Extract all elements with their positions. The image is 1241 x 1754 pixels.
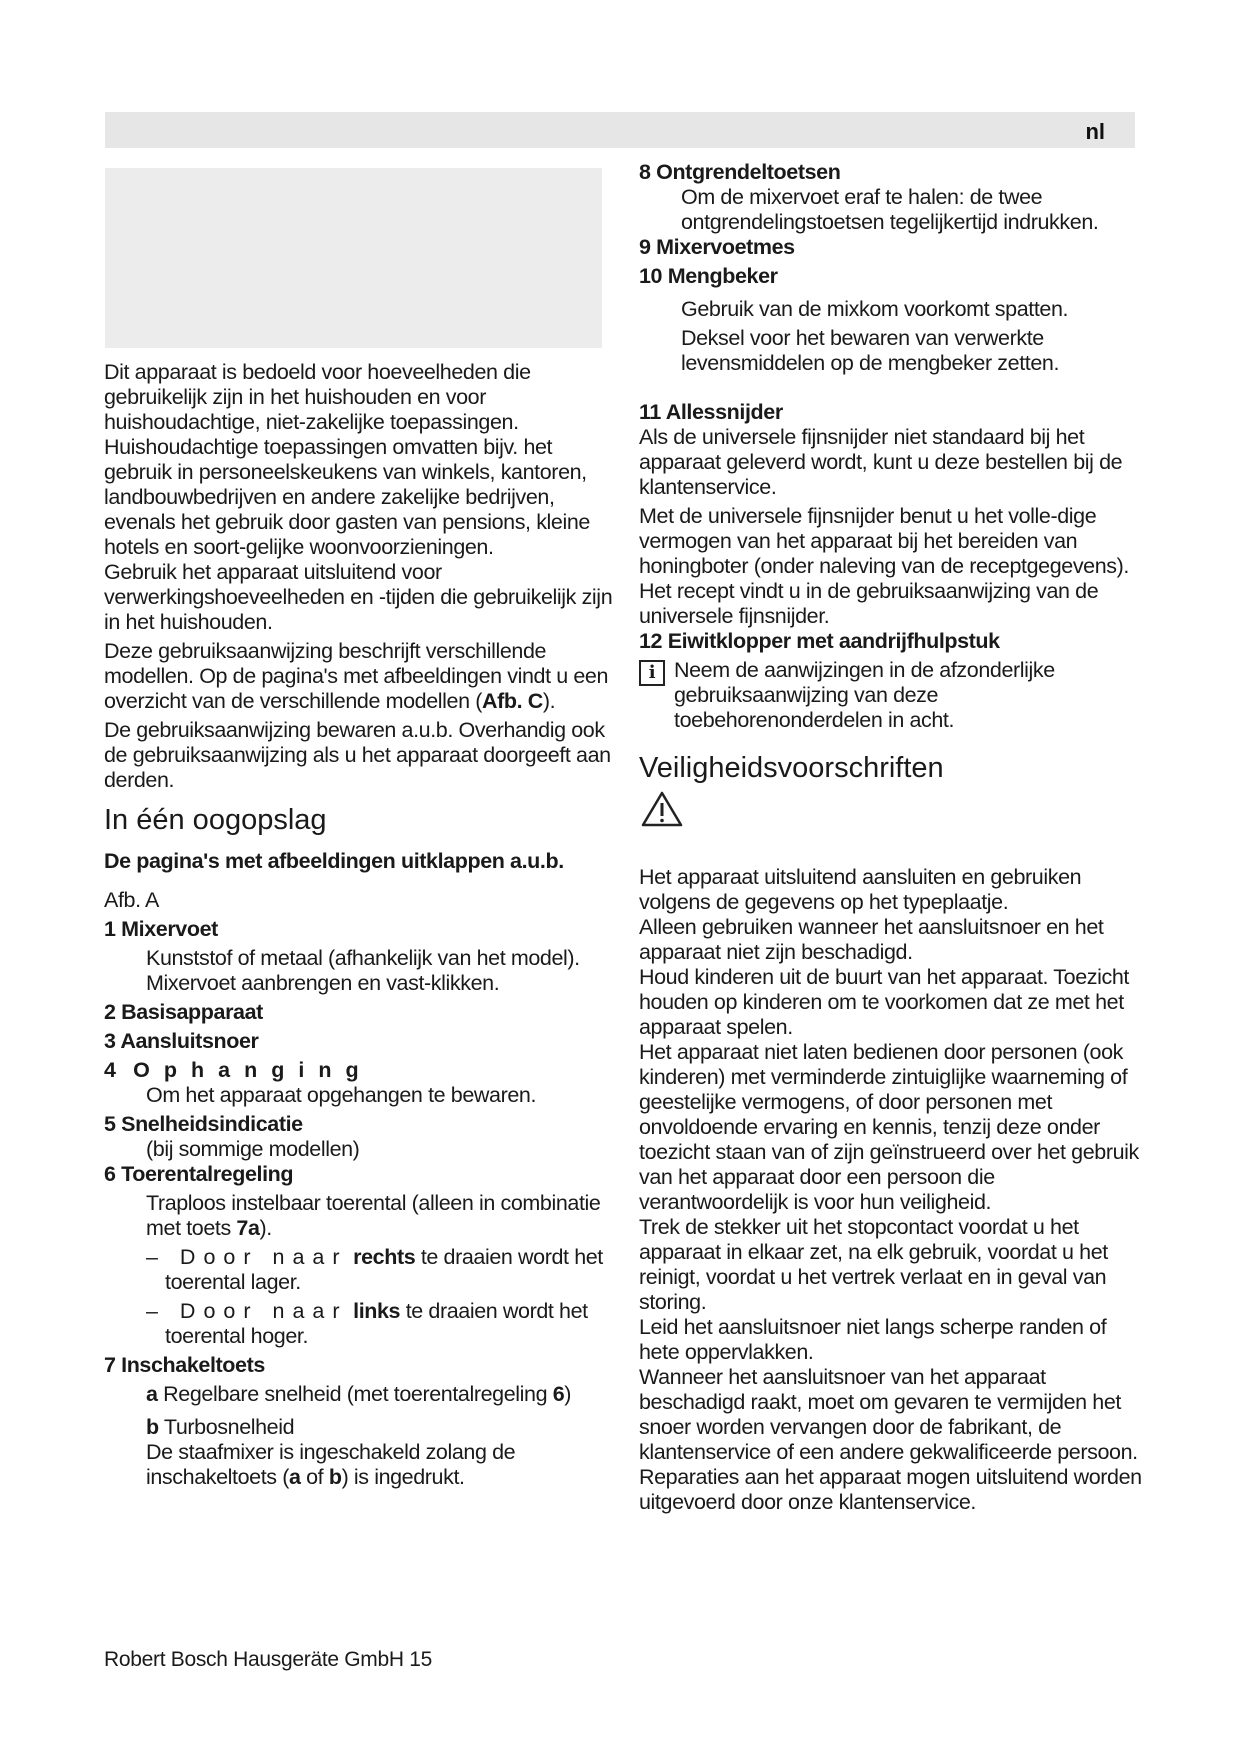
info-text: Neem de aanwijzingen in de afzonderlijke gebruiksaanwijzing van deze toebehorenonderdelen in acht. [674,658,1055,732]
intro-paragraph: Dit apparaat is bedoeld voor hoeveelheden die gebruikelijk zijn in het huishouden en voor huishoudachtige, niet-zakelijke toepassingen. Huishoudachtige toepassingen omvatten bijv. het gebruik in personeelskeukens van winkels, kantoren, landbouwbedrijven en andere zakelijke bedrijven, evenals het gebruik door gasten van pensions, kleine hotels en soort-gelijke woonvoorzieningen. [104,360,590,559]
item-text: Als de universele fijnsnijder niet standaard bij het apparaat geleverd wordt, kunt u deze bestellen bij de klantenservice. [639,425,1123,499]
item-title: 2 Basisapparaat [104,1000,263,1024]
item-text: Om het apparaat opgehangen te bewaren. [146,1083,537,1107]
figure-reference: Afb. C [481,689,543,713]
item-title: 5 Snelheidsindicatie [104,1112,303,1136]
footer: Robert Bosch Hausgeräte GmbH 15 [104,1648,433,1671]
item-title: 1 Mixervoet [104,917,218,941]
item-text: Deksel voor het bewaren van verwerkte levensmiddelen op de mengbeker zetten. [681,326,1060,375]
item-text: Traploos instelbaar toerental (alleen in combinatie met toets 7a). [146,1191,601,1240]
item-text: Met de universele fijnsnijder benut u het volle-dige vermogen van het apparaat bij het bereiden van honingboter (onder naleving van de receptgegevens). Het recept vindt u in de gebruiksaanwijzing van de universele fijnsnijder. [639,504,1129,628]
item-title: 3 Aansluitsnoer [104,1029,259,1053]
safety-paragraph: Houd kinderen uit de buurt van het apparaat. Toezicht houden op kinderen om te voorkomen dat ze met het apparaat spelen. [639,965,1129,1039]
item-title: 4 Ophanging [104,1058,373,1082]
dash-item: – Door naar rechts te draaien wordt het toerental lager. [146,1245,603,1294]
intro-paragraph: Gebruik het apparaat uitsluitend voor verwerkingshoeveelheden en -tijden die gebruikelijk zijn in het huishouden. [104,560,613,634]
warning-icon [641,791,683,827]
models-paragraph: Deze gebruiksaanwijzing beschrijft verschillende modellen. Op de pagina's met afbeeldingen vindt u een overzicht van de verschillende modellen (Afb. C). [104,639,609,713]
dash-item: – Door naar links te draaien wordt het toerental hoger. [146,1299,588,1348]
item-title: 10 Mengbeker [639,264,778,288]
info-icon: i [639,660,665,686]
subheading: De pagina's met afbeeldingen uitklappen a.u.b. [104,849,564,873]
section-heading: In één oogopslag [104,804,327,836]
item-text: (bij sommige modellen) [146,1137,360,1161]
item-title: 7 Inschakeltoets [104,1353,265,1377]
header-bar [105,112,1135,148]
language-code: nl [1085,119,1105,144]
info-note [639,658,1144,733]
sub-item: a Regelbare snelheid (met toerentalregeling 6) [146,1382,572,1406]
figure-label: Afb. A [104,888,159,912]
item-text: De staafmixer is ingeschakeld zolang de inschakeltoets (a of b) is ingedrukt. [146,1440,516,1489]
item-title: 9 Mixervoetmes [639,235,795,259]
item-title: 12 Eiwitklopper met aandrijfhulpstuk [639,629,1000,653]
item-text: Gebruik van de mixkom voorkomt spatten. [681,297,1069,321]
left-column [104,360,614,1490]
image-placeholder [105,168,602,348]
safety-paragraph: Het apparaat uitsluitend aansluiten en gebruiken volgens de gegevens op het typeplaatje. [639,865,1082,914]
sub-item: b Turbosnelheid [146,1415,295,1439]
safety-paragraph: Alleen gebruiken wanneer het aansluitsnoer en het apparaat niet zijn beschadigd. [639,915,1104,964]
item-title: 8 Ontgrendeltoetsen [639,160,841,184]
item-title: 11 Allessnijder [639,400,783,424]
safety-paragraph: Leid het aansluitsnoer niet langs scherpe randen of hete oppervlakken. [639,1315,1107,1364]
safety-paragraph: Wanneer het aansluitsnoer van het apparaat beschadigd raakt, moet om gevaren te vermijden het snoer worden vervangen door de fabrikant, de klantenservice of een andere gekwalificeerde persoon. Reparaties aan het apparaat mogen uitsluitend worden uitgevoerd door onze klantenservice. [639,1365,1142,1514]
item-text: Kunststof of metaal (afhankelijk van het model). Mixervoet aanbrengen en vast-klikken. [146,946,580,995]
keep-paragraph: De gebruiksaanwijzing bewaren a.u.b. Overhandig ook de gebruiksaanwijzing als u het apparaat doorgeeft aan derden. [104,718,611,792]
safety-paragraph: Het apparaat niet laten bedienen door personen (ook kinderen) met verminderde zintuiglijke waarneming of geestelijke vermogens, of door personen met onvoldoende ervaring en kennis, tenzij deze onder toezicht staan van of zijn geïnstrueerd over het gebruik van het apparaat door een persoon die verantwoordelijk is voor hun veiligheid. [639,1040,1139,1214]
right-column [639,160,1144,1515]
item-title: 6 Toerentalregeling [104,1162,294,1186]
item-text: Om de mixervoet eraf te halen: de twee ontgrendelingstoetsen tegelijkertijd indrukken. [681,185,1099,234]
safety-heading: Veiligheidsvoorschriften [639,752,944,784]
safety-paragraph: Trek de stekker uit het stopcontact voordat u het apparaat in elkaar zet, na elk gebruik, voordat u het reinigt, voordat u het vertrek verlaat en in geval van storing. [639,1215,1108,1314]
